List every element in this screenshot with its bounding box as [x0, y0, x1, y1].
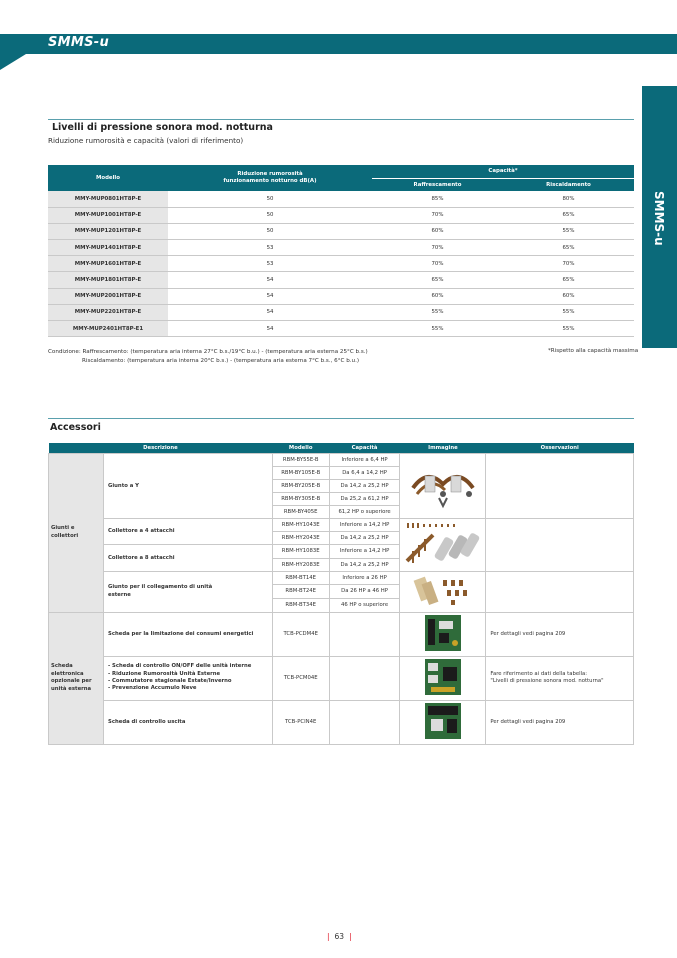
row-cooling: 65% [372, 272, 503, 288]
col-capacity: Capacità* [372, 165, 634, 178]
table-row [49, 612, 634, 656]
row-model: RBM-BY105E-B [272, 466, 329, 479]
board-model: TCB-PCIN4E [272, 700, 329, 744]
col-image: Immagine [400, 443, 486, 453]
desc-giunto-collegamento [104, 571, 273, 612]
row-capacity: Da 14,2 a 25,2 HP [329, 479, 400, 492]
row-model: RBM-BY405E [272, 505, 329, 518]
group-joints-label: Giunti e collettori [51, 525, 79, 539]
row-model: MMY-MUP2001HT8P-E [48, 288, 168, 304]
row-heating: 65% [503, 207, 634, 223]
col-description: Descrizione [49, 443, 273, 453]
row-capacity: Inferiore a 14,2 HP [329, 518, 400, 531]
row-model: RBM-HY1043E [272, 518, 329, 531]
board-desc-line: - Scheda di controllo ON/OFF delle unità interne [108, 663, 252, 670]
board-notes: Per dettagli vedi pagina 209 [486, 612, 634, 656]
board-description: Scheda per la limitazione dei consumi energetici [104, 612, 273, 656]
board-image [400, 612, 486, 656]
board-description [104, 656, 273, 700]
board-image [400, 700, 486, 744]
row-cooling: 70% [372, 240, 503, 256]
row-model: RBM-BT14E [272, 571, 329, 585]
table-row [49, 656, 634, 700]
pcb-image [423, 701, 463, 741]
row-noise: 54 [168, 288, 372, 304]
row-model: MMY-MUP2401HT8P-E1 [48, 321, 168, 337]
desc-collettore-4: Collettore a 4 attacchi [104, 518, 273, 544]
board-notes [486, 656, 634, 700]
group-boards [49, 612, 104, 744]
col-noise-label: Riduzione rumorosità funzionamento notturno dB(A) [223, 170, 317, 184]
row-model: MMY-MUP0801HT8P-E [48, 191, 168, 207]
col-capacity: Capacità [329, 443, 400, 453]
section2-rule [48, 418, 634, 419]
footer-bar-right: | [349, 932, 352, 941]
row-noise: 54 [168, 304, 372, 320]
section1-subtitle: Riduzione rumorosità e capacità (valori di riferimento) [48, 136, 244, 145]
col-heating: Riscaldamento [503, 178, 634, 191]
condition-line-2: Riscaldamento: (temperatura aria interna 20°C b.s.) - (temperatura aria esterna 7°C b.s., 6°C b.u.) [82, 358, 360, 364]
row-capacity: Inferiore a 14,2 HP [329, 544, 400, 558]
accessories-table [48, 443, 634, 745]
footer-bar-left: | [327, 932, 330, 941]
side-tab-label: SMMS-u [652, 190, 666, 246]
board-model: TCB-PCM04E [272, 656, 329, 700]
pcb-image [423, 613, 463, 653]
col-model: Modello [272, 443, 329, 453]
row-model: RBM-BT34E [272, 598, 329, 612]
header-title: SMMS-u [48, 35, 110, 50]
page-number: 63 [334, 932, 345, 941]
row-model: RBM-BY55E-B [272, 453, 329, 466]
board-notes-line: "Livelli di pressione sonora mod. notturna" [490, 678, 604, 684]
pcb-image [423, 657, 463, 697]
col-noise [168, 165, 372, 191]
table-row [48, 223, 634, 239]
board-capacity-empty [329, 656, 400, 700]
y-joint-image [403, 460, 483, 510]
board-capacity-empty [329, 700, 400, 744]
board-image [400, 656, 486, 700]
table-row [48, 272, 634, 288]
row-capacity: Inferiore a 26 HP [329, 571, 400, 585]
row-cooling: 70% [372, 207, 503, 223]
desc-giunto-collegamento-label: Giunto per il collegamento di unità esterne [108, 584, 213, 598]
section1-title: Livelli di pressione sonora mod. notturna [52, 122, 273, 133]
img-collettori [400, 518, 486, 571]
row-capacity: Da 25,2 a 61,2 HP [329, 492, 400, 505]
row-model: MMY-MUP2201HT8P-E [48, 304, 168, 320]
board-desc-line: - Riduzione Rumorosità Unità Esterne [108, 670, 221, 677]
group-joints [49, 453, 104, 612]
table-row [48, 191, 634, 207]
row-model: RBM-HY1083E [272, 544, 329, 558]
row-model: RBM-BY305E-B [272, 492, 329, 505]
row-noise: 54 [168, 272, 372, 288]
notes-empty [486, 518, 634, 571]
board-capacity-empty [329, 612, 400, 656]
row-heating: 70% [503, 256, 634, 272]
notes-empty [486, 571, 634, 612]
row-noise: 53 [168, 240, 372, 256]
row-heating: 55% [503, 223, 634, 239]
img-giunto-y [400, 453, 486, 518]
row-model: RBM-BT24E [272, 585, 329, 599]
board-notes: Per dettagli vedi pagina 209 [486, 700, 634, 744]
row-cooling: 55% [372, 321, 503, 337]
row-model: MMY-MUP1201HT8P-E [48, 223, 168, 239]
table-row [48, 207, 634, 223]
row-capacity: 61,2 HP o superiore [329, 505, 400, 518]
row-heating: 55% [503, 304, 634, 320]
table-row [49, 571, 634, 585]
col-cooling: Raffrescamento [372, 178, 503, 191]
table-row [48, 304, 634, 320]
board-desc-line: - Prevenzione Accumulo Neve [108, 685, 197, 692]
col-notes: Osservazioni [486, 443, 634, 453]
board-description: Scheda di controllo uscita [104, 700, 273, 744]
noise-table [48, 165, 634, 337]
row-noise: 54 [168, 321, 372, 337]
row-noise: 50 [168, 223, 372, 239]
row-noise: 50 [168, 191, 372, 207]
outdoor-joint-image [403, 572, 483, 610]
row-heating: 65% [503, 240, 634, 256]
row-heating: 80% [503, 191, 634, 207]
desc-collettore-8: Collettore a 8 attacchi [104, 544, 273, 571]
row-model: RBM-BY205E-B [272, 479, 329, 492]
row-model: MMY-MUP1401HT8P-E [48, 240, 168, 256]
board-notes-line: Fare riferimento ai dati della tabella: [490, 670, 588, 677]
table-row [49, 700, 634, 744]
row-capacity: Da 26 HP a 46 HP [329, 585, 400, 599]
section1-rule [48, 119, 634, 120]
row-cooling: 85% [372, 191, 503, 207]
row-heating: 55% [503, 321, 634, 337]
row-capacity: Da 6,4 a 14,2 HP [329, 466, 400, 479]
col-model: Modello [48, 165, 168, 191]
row-model: MMY-MUP1601HT8P-E [48, 256, 168, 272]
row-model: RBM-HY2083E [272, 558, 329, 571]
row-cooling: 60% [372, 288, 503, 304]
table-row [48, 240, 634, 256]
section2-title: Accessori [50, 422, 101, 433]
row-heating: 65% [503, 272, 634, 288]
group-boards-label: Scheda elettronica opzionale per unità esterna [51, 663, 92, 692]
table-row [48, 256, 634, 272]
row-model: MMY-MUP1001HT8P-E [48, 207, 168, 223]
row-capacity: 46 HP o superiore [329, 598, 400, 612]
row-heating: 60% [503, 288, 634, 304]
row-noise: 50 [168, 207, 372, 223]
capacity-footnote: *Rispetto alla capacità massima [548, 348, 639, 354]
row-capacity: Da 14,2 a 25,2 HP [329, 558, 400, 571]
table-row [48, 288, 634, 304]
board-model: TCB-PCDM4E [272, 612, 329, 656]
condition-line-1: Condizione: Raffrescamento: (temperatura aria interna 27°C b.s./19°C b.u.) - (temperatura aria esterna 25°C b.s.) [48, 349, 368, 355]
row-noise: 53 [168, 256, 372, 272]
img-giunto-collegamento [400, 571, 486, 612]
desc-giunto-y: Giunto a Y [104, 453, 273, 518]
notes-empty [486, 453, 634, 518]
header-bar-tail [0, 54, 26, 70]
table-row [49, 518, 634, 531]
row-capacity: Inferiore a 6,4 HP [329, 453, 400, 466]
table-row [48, 321, 634, 337]
row-cooling: 55% [372, 304, 503, 320]
conditions-note [48, 348, 368, 366]
row-model: RBM-HY2043E [272, 531, 329, 544]
page-footer [322, 932, 357, 941]
row-capacity: Da 14,2 a 25,2 HP [329, 531, 400, 544]
header-manifold-image [403, 519, 483, 569]
row-cooling: 70% [372, 256, 503, 272]
board-desc-line: - Commutatore stagionale Estate/Inverno [108, 678, 232, 684]
table-row [49, 453, 634, 466]
row-cooling: 60% [372, 223, 503, 239]
row-model: MMY-MUP1801HT8P-E [48, 272, 168, 288]
